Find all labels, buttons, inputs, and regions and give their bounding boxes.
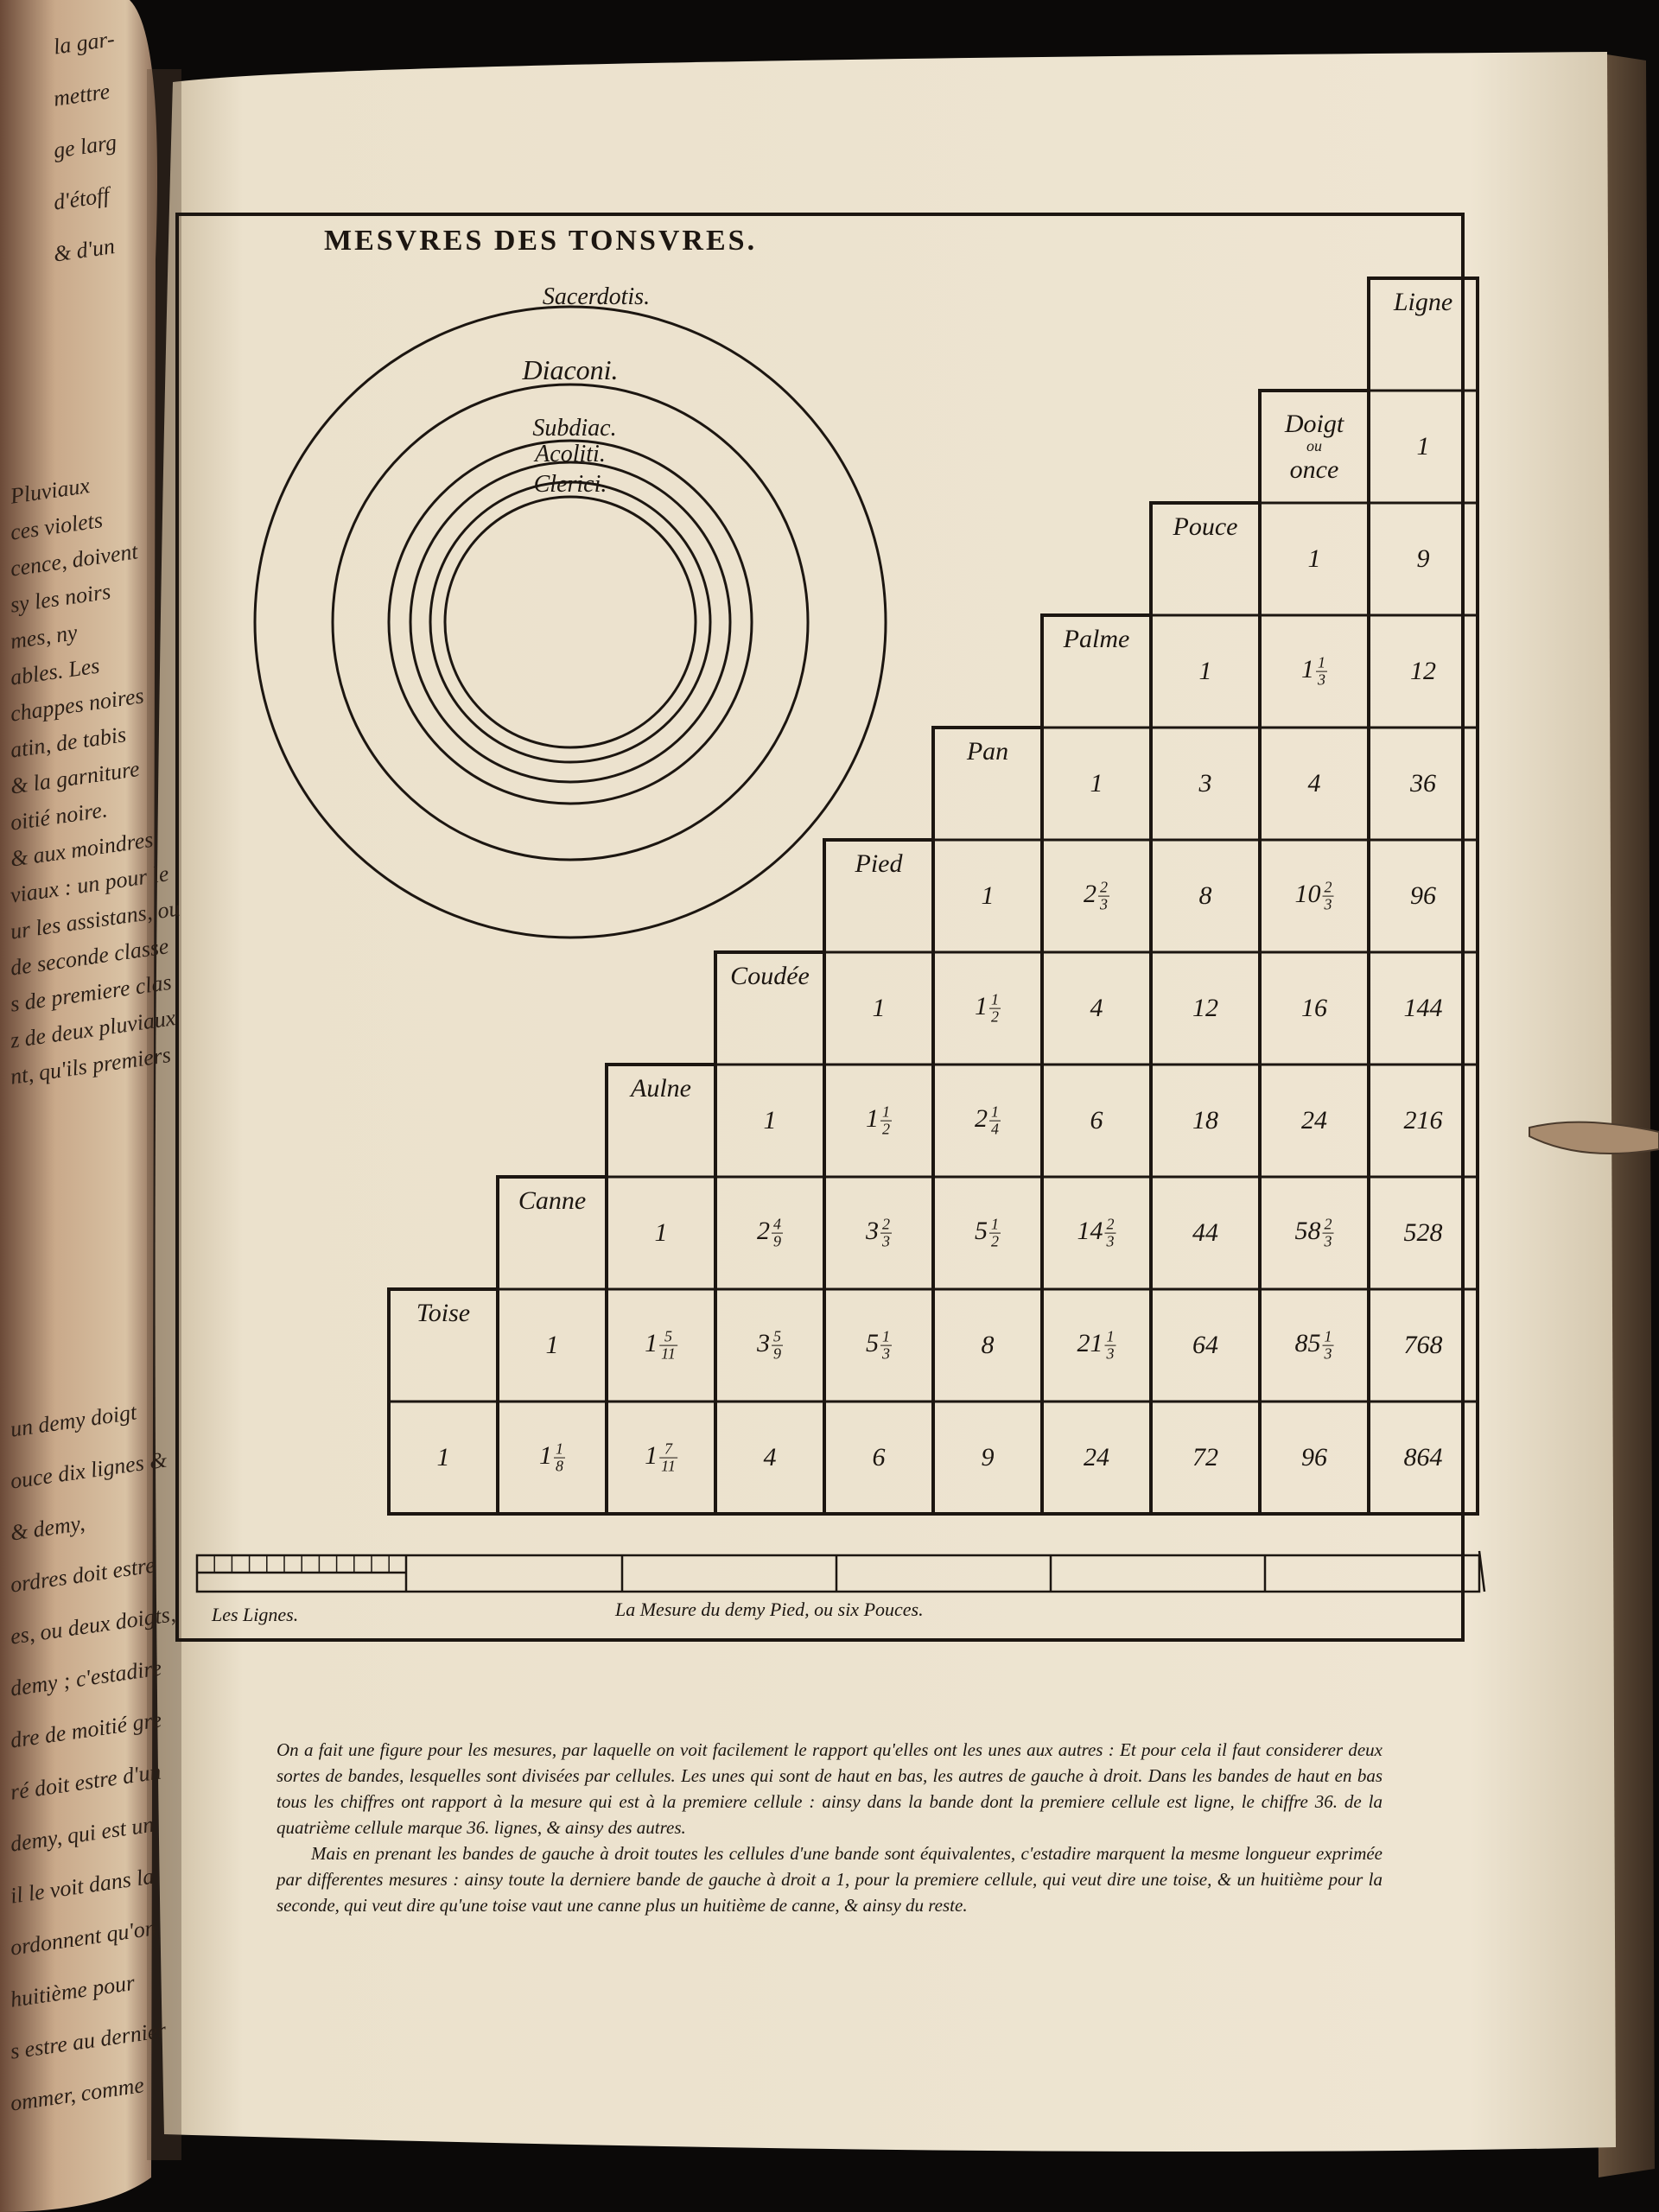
table-cell: [1295, 1217, 1334, 1250]
table-cell: [1192, 1220, 1218, 1246]
table-cell: [1301, 995, 1327, 1021]
facing-page-line: demy, qui est un: [9, 1811, 156, 1857]
ruler-left-caption: Les Lignes.: [212, 1604, 299, 1625]
cell-whole: 1: [872, 994, 886, 1022]
table-cell: [764, 1445, 777, 1471]
table-cell: [866, 1329, 892, 1363]
cell-whole: 9: [1416, 544, 1430, 573]
cell-whole: 4: [1090, 994, 1103, 1022]
cell-fraction: [1323, 1329, 1334, 1363]
facing-page-line: ge larg: [52, 129, 118, 163]
facing-page-line: s de premiere clas: [9, 969, 174, 1017]
fraction-numerator: 1: [882, 1327, 890, 1345]
table-cell: [982, 1445, 995, 1471]
ring-label: Sacerdotis.: [542, 283, 651, 310]
fraction-numerator: 5: [659, 1329, 677, 1346]
facing-page-line: sy les noirs: [9, 578, 112, 618]
table-cell: [1417, 546, 1430, 572]
facing-page-line: mettre: [52, 78, 111, 111]
table-cell: [546, 1332, 559, 1358]
fraction-numerator: 4: [773, 1215, 781, 1233]
ring-label: Subdiac.: [532, 415, 617, 442]
ring-label: Clerici.: [533, 471, 607, 498]
cell-fraction: [772, 1329, 783, 1363]
facing-page-line: huitième pour: [9, 1969, 137, 2012]
cell-whole: 1: [1307, 544, 1321, 573]
cell-whole: 864: [1403, 1443, 1443, 1471]
table-cell: [1084, 1445, 1109, 1471]
cell-whole: 72: [1192, 1443, 1218, 1471]
fraction-numerator: 1: [991, 1215, 999, 1233]
table-cell: [982, 883, 995, 909]
fraction-numerator: 2: [1324, 1215, 1332, 1233]
plate-title: MESVRES DES TONSVRES.: [324, 225, 758, 257]
table-cell: [1410, 883, 1436, 909]
cell-whole: 24: [1301, 1106, 1327, 1135]
column-header: Ligne: [1393, 288, 1453, 316]
column-header: Pied: [855, 849, 903, 878]
facing-page-line: z de deux pluviaux: [9, 1005, 177, 1053]
fraction-denominator: 11: [661, 1344, 676, 1363]
cell-whole: 12: [1410, 657, 1436, 685]
fraction-numerator: 1: [556, 1440, 563, 1458]
cell-whole: 64: [1192, 1331, 1218, 1359]
fraction-denominator: 3: [882, 1344, 890, 1363]
fraction-denominator: 8: [556, 1457, 563, 1475]
column-header: Pouce: [1173, 512, 1238, 541]
cell-whole: 144: [1403, 994, 1443, 1022]
facing-page-line: es, ou deux doigts,: [9, 1601, 177, 1649]
cell-whole: 2: [757, 1216, 770, 1245]
fraction-denominator: 3: [1106, 1232, 1115, 1250]
fraction-numerator: 2: [1106, 1215, 1115, 1233]
fraction-numerator: 1: [882, 1103, 890, 1121]
fraction-denominator: 3: [1106, 1344, 1115, 1363]
cell-whole: 14: [1077, 1216, 1103, 1245]
facing-page-line: Pluviaux: [9, 473, 92, 509]
fraction-denominator: 3: [1100, 895, 1108, 913]
cell-whole: 1: [1301, 654, 1314, 683]
cell-whole: 1: [1198, 657, 1212, 685]
cell-whole: 4: [763, 1443, 777, 1471]
cell-whole: 6: [872, 1443, 886, 1471]
cell-whole: 96: [1301, 1443, 1327, 1471]
cell-whole: 1: [654, 1218, 668, 1247]
table-cell: [975, 1217, 1001, 1250]
cell-whole: 1: [975, 991, 988, 1020]
fraction-denominator: 2: [882, 1120, 890, 1138]
table-cell: [1077, 1329, 1116, 1363]
cell-whole: 96: [1410, 881, 1436, 910]
table-cell: [1417, 434, 1430, 460]
cell-whole: 3: [1198, 769, 1212, 798]
facing-page-line: ré doit estre d'un: [9, 1758, 163, 1805]
cell-whole: 21: [1077, 1328, 1103, 1357]
column-header: Palme: [1063, 625, 1130, 653]
table-cell: [1301, 1108, 1327, 1134]
facing-page-line: un demy doigt: [9, 1399, 138, 1442]
table-cell: [975, 1104, 1001, 1138]
facing-page-line: la gar-: [52, 26, 117, 60]
table-cell: [1404, 1445, 1443, 1471]
table-cell: [1192, 1108, 1218, 1134]
facing-page-line: nt, qu'ils premiers: [9, 1041, 173, 1090]
cell-whole: 10: [1294, 879, 1321, 908]
facing-page-line: ouce dix lignes &: [9, 1446, 168, 1494]
cell-whole: 9: [981, 1443, 995, 1471]
cell-whole: 3: [757, 1328, 770, 1357]
cell-fraction: [1316, 655, 1327, 689]
column-header-part: ou: [1306, 437, 1322, 455]
fraction-denominator: 3: [1324, 1344, 1332, 1363]
facing-page-text: [0, 0, 182, 2212]
table-cell: [655, 1220, 668, 1246]
table-cell: [975, 992, 1001, 1026]
fraction-numerator: 1: [1318, 653, 1325, 671]
table-cell: [1404, 1108, 1443, 1134]
cell-whole: 1: [981, 881, 995, 910]
facing-page-line: ordres doit estre: [9, 1552, 157, 1598]
facing-page-line: & d'un: [52, 233, 117, 267]
fraction-denominator: 3: [1318, 671, 1325, 689]
facing-page-line: & demy,: [9, 1510, 86, 1546]
cell-whole: 1: [545, 1331, 559, 1359]
fraction-denominator: 9: [773, 1344, 781, 1363]
table-cell: [539, 1441, 565, 1475]
cell-fraction: [554, 1441, 565, 1475]
cell-whole: 85: [1294, 1328, 1321, 1357]
fraction-numerator: 2: [1324, 878, 1332, 896]
cell-whole: 2: [1084, 879, 1096, 908]
cell-whole: 2: [975, 1103, 988, 1133]
facing-page-line: d'étoff: [52, 181, 111, 215]
facing-page-line: ur les assistans, ou: [9, 895, 182, 944]
table-cell: [1295, 880, 1334, 913]
caption-paragraph-1: On a fait une figure pour les mesures, par laquelle on voit facilement le rapport qu'elles ont les unes aux autres : Et pour cela il faut considerer deux sortes de bandes, lesquelles sont divisées par cellules. Les unes qui sont de haut en bas, les autres de gauche à droit. Dans les bandes de haut en bas tous les chiffres ont rapport à la mesure qui est à la premiere cellule : ainsy dans la bande dont la premiere cellule est ligne, le chiffre 36. de la quatrième cellule marque 36. lignes, & ainsy des autres.: [276, 1739, 1382, 1838]
cell-fraction: [1105, 1329, 1116, 1363]
ring-label: Acoliti.: [535, 441, 606, 467]
cell-whole: 1: [645, 1328, 658, 1357]
fraction-denominator: 9: [773, 1232, 781, 1250]
table-cell: [866, 1104, 892, 1138]
fraction-denominator: 3: [1324, 1232, 1332, 1250]
facing-page-line: dre de moitié gre: [9, 1707, 163, 1753]
table-cell: [757, 1217, 783, 1250]
facing-page-line: ces violets: [9, 507, 105, 545]
cell-fraction: [1323, 1217, 1334, 1250]
table-cell: [1077, 1217, 1116, 1250]
cell-fraction: [989, 992, 1001, 1026]
column-header: Toise: [416, 1299, 471, 1327]
table-cell: [1192, 995, 1218, 1021]
cell-fraction: [1323, 880, 1334, 913]
column-header: Aulne: [631, 1074, 691, 1103]
cell-fraction: [772, 1217, 783, 1250]
table-cell: [1199, 658, 1212, 684]
table-cell: [764, 1108, 777, 1134]
fraction-denominator: 3: [882, 1232, 890, 1250]
fraction-denominator: 3: [1324, 895, 1332, 913]
cell-fraction: [989, 1104, 1001, 1138]
cell-whole: 1: [436, 1443, 450, 1471]
cell-whole: 5: [975, 1216, 988, 1245]
cell-fraction: [1098, 880, 1109, 913]
column-header-part: Doigt: [1284, 410, 1344, 439]
cell-whole: 528: [1403, 1218, 1443, 1247]
table-cell: [1404, 995, 1443, 1021]
column-header-part: once: [1289, 454, 1339, 484]
cell-fraction: [659, 1441, 677, 1475]
cell-whole: 1: [1416, 432, 1430, 461]
cell-whole: 58: [1294, 1216, 1321, 1245]
fraction-numerator: 1: [1106, 1327, 1115, 1345]
table-cell: [1308, 771, 1321, 797]
table-cell: [1090, 995, 1103, 1021]
facing-page-line: oitié noire.: [9, 797, 110, 836]
table-cell: [1090, 771, 1103, 797]
table-cell: [873, 1445, 886, 1471]
cell-whole: 3: [866, 1216, 879, 1245]
table-cell: [1404, 1332, 1443, 1358]
table-cell: [1192, 1445, 1218, 1471]
fraction-numerator: 1: [991, 990, 999, 1008]
table-cell: [982, 1332, 995, 1358]
cell-whole: 1: [1090, 769, 1103, 798]
fraction-numerator: 1: [991, 1103, 999, 1121]
fraction-denominator: 11: [661, 1457, 676, 1475]
table-cell: [866, 1217, 892, 1250]
table-cell: [1404, 1220, 1443, 1246]
table-cell: [1308, 546, 1321, 572]
cell-fraction: [659, 1329, 677, 1363]
table-cell: [1199, 771, 1212, 797]
table-cell: [645, 1329, 677, 1363]
fraction-numerator: 2: [1100, 878, 1108, 896]
facing-page-line: mes, ny: [9, 620, 79, 654]
facing-page-line: & aux moindres: [9, 826, 155, 872]
column-header: Canne: [518, 1186, 587, 1215]
table-cell: [873, 995, 886, 1021]
cell-fraction: [1105, 1217, 1116, 1250]
facing-page-line: cence, doivent: [9, 538, 140, 582]
table-cell: [1199, 883, 1212, 909]
cell-whole: 216: [1403, 1106, 1443, 1135]
facing-page-line: chappes noires: [9, 683, 146, 727]
ruler-main-caption: La Mesure du demy Pied, ou six Pouces.: [615, 1599, 924, 1620]
cell-whole: 1: [866, 1103, 879, 1133]
facing-page-line: s estre au dernier: [9, 2017, 168, 2064]
cell-whole: 8: [1198, 881, 1212, 910]
cell-whole: 8: [981, 1331, 995, 1359]
table-cell: [1301, 1445, 1327, 1471]
table-cell: [1410, 771, 1436, 797]
facing-page-line: ables. Les: [9, 652, 102, 690]
cell-fraction: [989, 1217, 1001, 1250]
cell-whole: 1: [539, 1440, 552, 1470]
column-header: Coudée: [730, 962, 810, 990]
fraction-denominator: 4: [991, 1120, 999, 1138]
cell-fraction: [880, 1217, 892, 1250]
cell-whole: 44: [1192, 1218, 1218, 1247]
table-cell: [757, 1329, 783, 1363]
cell-whole: 768: [1403, 1331, 1443, 1359]
explanatory-caption: [276, 1737, 1382, 1918]
facing-page-line: atin, de tabis: [9, 721, 128, 763]
table-cell: [1192, 1332, 1218, 1358]
fraction-numerator: 5: [773, 1327, 781, 1345]
fraction-denominator: 2: [991, 1007, 999, 1026]
cell-whole: 5: [866, 1328, 879, 1357]
table-cell: [645, 1441, 677, 1475]
cell-whole: 1: [645, 1440, 658, 1470]
caption-paragraph-2: Mais en prenant les bandes de gauche à droit toutes les cellules d'une bande sont équivalentes, c'estadire marquent la mesme longueur exprimée par differentes mesures : ainsy toute la derniere bande de gauche à droit a 1, pour la premiere cellule, qui veut dire une toise, & un huitième pour la seconde, qui veut dire qu'une toise vaut une canne plus un huitième de canne, & ainsy du reste.: [276, 1843, 1382, 1916]
table-cell: [1410, 658, 1436, 684]
cell-whole: 12: [1192, 994, 1218, 1022]
fraction-numerator: 1: [1324, 1327, 1332, 1345]
table-cell: [1295, 1329, 1334, 1363]
ring-label: Diaconi.: [522, 354, 619, 385]
fraction-denominator: 2: [991, 1232, 999, 1250]
facing-page-line: il le voit dans la: [9, 1863, 156, 1909]
cell-whole: 24: [1084, 1443, 1109, 1471]
table-cell: [437, 1445, 450, 1471]
cell-whole: 16: [1301, 994, 1327, 1022]
facing-page-line: viaux : un pour le: [9, 861, 171, 908]
column-header: [1285, 410, 1344, 484]
facing-page-line: de seconde classe: [9, 933, 171, 981]
column-header: Pan: [966, 737, 1009, 766]
cell-whole: 4: [1307, 769, 1321, 798]
facing-page-line: ordonnent qu'on: [9, 1915, 158, 1961]
facing-page-line: ommer, comme: [9, 2072, 146, 2116]
table-cell: [1084, 880, 1109, 913]
cell-whole: 1: [763, 1106, 777, 1135]
cell-whole: 6: [1090, 1106, 1103, 1135]
cell-whole: 36: [1410, 769, 1436, 798]
fraction-numerator: 2: [882, 1215, 890, 1233]
table-cell: [1090, 1108, 1103, 1134]
cell-whole: 18: [1192, 1106, 1218, 1135]
cell-fraction: [880, 1329, 892, 1363]
fraction-numerator: 7: [659, 1441, 677, 1459]
facing-page-line: & la garniture: [9, 756, 142, 799]
table-cell: [1301, 655, 1327, 689]
facing-page-line: demy ; c'estadire: [9, 1655, 163, 1701]
cell-fraction: [880, 1104, 892, 1138]
